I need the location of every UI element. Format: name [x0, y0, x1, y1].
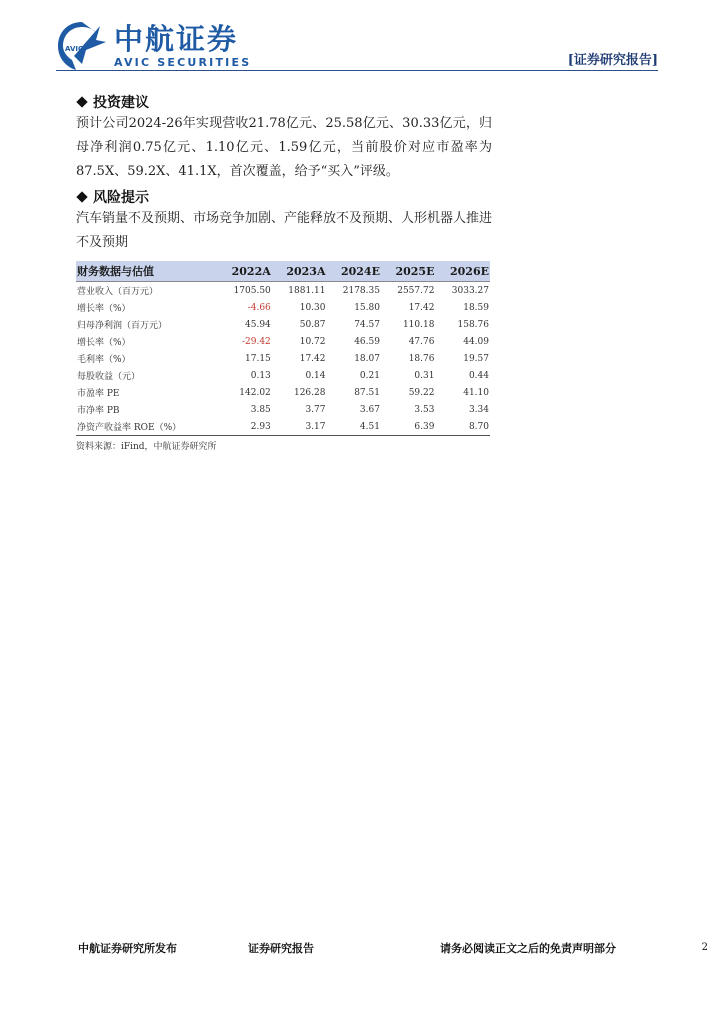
- table-cell: 50.87: [299, 319, 326, 330]
- table-row: [76, 384, 490, 401]
- table-cell: 0.14: [305, 370, 326, 381]
- table-cell: 158.76: [457, 319, 489, 330]
- investment-advice-text: 预计公司2024-26年实现营收21.78亿元、25.58亿元、30.33亿元，归母净利润0.75亿元、1.10亿元、1.59亿元，当前股价对应市盈率为87.5X、59.2X、41.1X，首次覆盖，给予“买入”评级。: [76, 116, 492, 179]
- table-cell: 18.76: [408, 353, 435, 364]
- table-cell: 3.67: [359, 404, 380, 415]
- table-row: [76, 418, 490, 436]
- table-cell: 市净率 PB: [77, 406, 120, 416]
- table-cell: 110.18: [402, 319, 435, 330]
- table-row: [76, 282, 490, 300]
- table-cell: 19.57: [463, 353, 489, 364]
- table-cell: 2178.35: [326, 282, 380, 300]
- table-cell: 17.15: [245, 353, 271, 364]
- table-row: [76, 316, 490, 333]
- table-cell: 0.21: [359, 370, 380, 381]
- table-cell: 10.30: [299, 302, 326, 313]
- table-cell: 44.09: [463, 336, 489, 347]
- table-cell: -4.66: [247, 302, 271, 313]
- avic-plane-icon: [56, 20, 108, 72]
- investment-advice-title: 投资建议: [93, 95, 149, 111]
- table-cell: 45.94: [245, 319, 271, 330]
- table-cell: 3.17: [272, 418, 327, 436]
- table-cell: 3.85: [250, 404, 271, 415]
- investment-advice-heading: [76, 92, 149, 112]
- table-cell: 2557.72: [381, 282, 435, 300]
- risk-title: 风险提示: [93, 190, 149, 206]
- header-divider: [56, 70, 658, 71]
- table-cell: 10.72: [299, 336, 326, 347]
- diamond-bullet-icon: [76, 191, 87, 202]
- risk-text: 汽车销量不及预期、市场竞争加剧、产能释放不及预期、人形机器人推进不及预期: [76, 211, 493, 250]
- footer-publisher: 中航证券研究所发布: [78, 942, 177, 955]
- logo-chinese-name: 中航证券: [114, 22, 239, 56]
- table-cell: 15.80: [354, 302, 380, 313]
- table-cell: 3.77: [305, 404, 326, 415]
- table-cell: 126.28: [293, 387, 326, 398]
- table-header-cell: 2023A: [286, 264, 326, 278]
- table-header-cell: 2024E: [340, 264, 380, 278]
- avic-logo: [56, 20, 266, 72]
- table-cell: 增长率（%）: [77, 338, 131, 348]
- report-type-tag: [证券研究报告]: [567, 53, 658, 68]
- table-cell: 每股收益（元）: [77, 372, 141, 382]
- table-cell: 3.34: [468, 404, 489, 415]
- table-cell: 1881.11: [272, 282, 327, 300]
- table-header-cell: 2022A: [231, 264, 271, 278]
- logo-english-name: AVIC SECURITIES: [114, 56, 252, 69]
- table-cell: -29.42: [241, 336, 271, 347]
- table-cell: 毛利率（%）: [77, 355, 131, 365]
- table-cell: 41.10: [463, 387, 489, 398]
- footer-report-type: 证券研究报告: [248, 942, 314, 955]
- page-number: 2: [701, 942, 708, 953]
- table-cell: 0.31: [414, 370, 435, 381]
- table-cell: 17.42: [299, 353, 326, 364]
- table-cell: 2.93: [217, 418, 272, 436]
- table-cell: 18.59: [463, 302, 489, 313]
- avic-badge-text: AVIC: [65, 45, 84, 53]
- table-cell: 增长率（%）: [77, 304, 131, 314]
- table-row: [76, 367, 490, 384]
- table-cell: 74.57: [354, 319, 380, 330]
- table-cell: 归母净利润（百万元）: [77, 321, 168, 331]
- table-cell: 47.76: [408, 336, 435, 347]
- risk-heading: [76, 187, 149, 207]
- table-cell: 18.07: [354, 353, 380, 364]
- table-cell: 142.02: [239, 387, 271, 398]
- table-header-row: [76, 261, 490, 282]
- table-source-note: 资料来源：iFind，中航证券研究所: [76, 442, 217, 452]
- table-cell: 3.53: [414, 404, 435, 415]
- table-row: [76, 333, 490, 350]
- table-cell: 市盈率 PE: [77, 389, 120, 399]
- diamond-bullet-icon: [76, 96, 87, 107]
- table-cell: 4.51: [326, 418, 380, 436]
- table-header-cell: 财务数据与估值: [77, 265, 154, 278]
- footer-disclaimer: 请务必阅读正文之后的免责声明部分: [440, 942, 616, 955]
- table-row: [76, 350, 490, 367]
- table-cell: 6.39: [381, 418, 435, 436]
- table-cell: 8.70: [435, 418, 490, 436]
- financial-table: [76, 261, 490, 436]
- table-cell: 46.59: [354, 336, 380, 347]
- table-row: [76, 401, 490, 418]
- table-cell: 59.22: [408, 387, 435, 398]
- table-header-cell: 2026E: [450, 264, 489, 278]
- table-row: [76, 299, 490, 316]
- table-header-cell: 2025E: [395, 264, 435, 278]
- table-cell: 0.13: [250, 370, 271, 381]
- table-cell: 3033.27: [435, 282, 490, 300]
- table-cell: 87.51: [354, 387, 380, 398]
- table-cell: 营业收入（百万元）: [76, 282, 217, 300]
- table-cell: 0.44: [468, 370, 489, 381]
- table-cell: 净资产收益率 ROE（%）: [76, 418, 217, 436]
- table-cell: 1705.50: [217, 282, 272, 300]
- table-cell: 17.42: [408, 302, 435, 313]
